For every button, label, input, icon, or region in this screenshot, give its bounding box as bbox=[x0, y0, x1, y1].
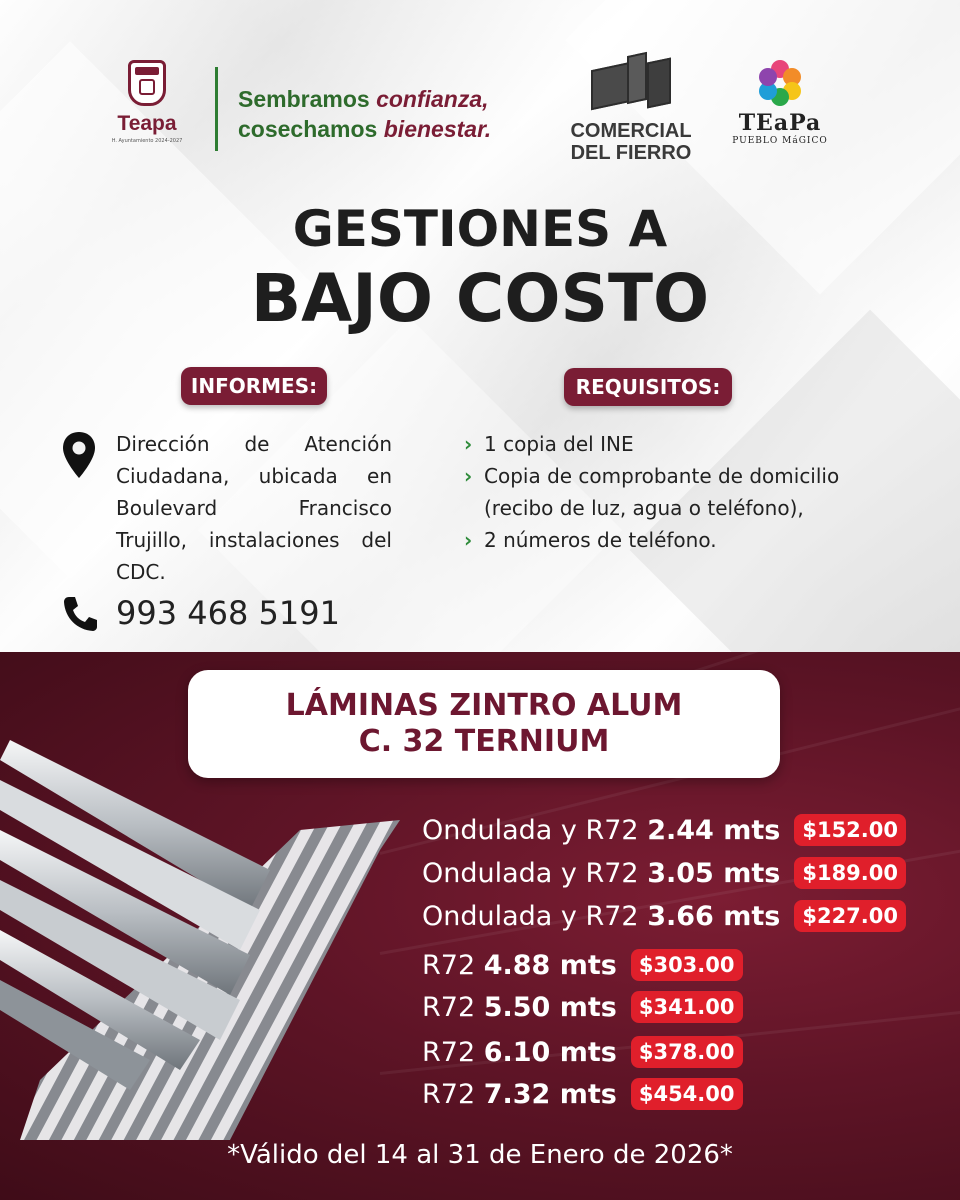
requirement-text: 1 copia del INE bbox=[484, 432, 634, 456]
price-tag: $378.00 bbox=[631, 1036, 743, 1068]
price-tag: $152.00 bbox=[794, 814, 906, 846]
sheet-type: Ondulada y R72 bbox=[422, 814, 648, 846]
informes-label: INFORMES: bbox=[181, 367, 327, 405]
sheet-size: 5.50 mts bbox=[483, 991, 617, 1023]
list-item bbox=[464, 428, 934, 460]
chevron-right-icon: › bbox=[464, 432, 473, 456]
product-title-line1: LÁMINAS ZINTRO ALUM bbox=[285, 688, 683, 723]
price-label bbox=[422, 815, 780, 846]
price-tag: $189.00 bbox=[794, 857, 906, 889]
sheet-type: R72 bbox=[422, 1036, 484, 1068]
title-line2: BAJO COSTO bbox=[250, 260, 710, 337]
validity-note: *Válido del 14 al 31 de Enero de 2026* bbox=[227, 1140, 733, 1170]
price-tag: $454.00 bbox=[631, 1078, 743, 1110]
price-label bbox=[422, 1079, 617, 1110]
sheet-size: 7.32 mts bbox=[483, 1078, 617, 1110]
price-label bbox=[422, 1037, 617, 1068]
price-row bbox=[422, 1078, 743, 1110]
teapa-pueblo-magico-logo bbox=[728, 60, 832, 160]
price-label bbox=[422, 950, 617, 981]
informes-phone: 993 468 5191 bbox=[116, 594, 340, 632]
steel-beams-icon bbox=[589, 54, 673, 112]
slogan-highlight: confianza, bbox=[376, 86, 489, 112]
requirement-text: Copia de comprobante de domicilio bbox=[484, 464, 840, 488]
list-item bbox=[464, 460, 934, 492]
fierro-logo-line2: DEL FIERRO bbox=[570, 142, 692, 164]
sheet-size: 4.88 mts bbox=[483, 949, 617, 981]
sheet-type: R72 bbox=[422, 949, 484, 981]
comercial-del-fierro-logo bbox=[568, 54, 694, 170]
price-row bbox=[422, 1036, 743, 1068]
magico-logo-name: TEaPa bbox=[738, 110, 822, 136]
slogan-highlight: bienestar. bbox=[383, 116, 492, 142]
sheet-type: Ondulada y R72 bbox=[422, 857, 648, 889]
price-label bbox=[422, 992, 617, 1023]
slogan-text: cosechamos bbox=[238, 116, 384, 142]
price-label bbox=[422, 858, 780, 889]
list-item bbox=[464, 524, 934, 556]
teapa-logo-name: Teapa bbox=[117, 112, 177, 135]
price-row bbox=[422, 991, 743, 1023]
flower-icon bbox=[757, 60, 803, 106]
chevron-right-icon: › bbox=[464, 464, 473, 488]
sheet-type: Ondulada y R72 bbox=[422, 900, 648, 932]
teapa-shield-icon bbox=[128, 60, 166, 106]
informes-address: Dirección de Atención Ciudadana, ubicada en Boulevard Francisco Trujillo, instalaciones del CDC. bbox=[116, 432, 392, 584]
price-row bbox=[422, 900, 906, 932]
price-row bbox=[422, 814, 906, 846]
price-row bbox=[422, 857, 906, 889]
sheet-size: 3.05 mts bbox=[647, 857, 781, 889]
sheet-type: R72 bbox=[422, 991, 484, 1023]
sheet-type: R72 bbox=[422, 1078, 484, 1110]
list-item-continuation bbox=[464, 492, 934, 524]
price-tag: $303.00 bbox=[631, 949, 743, 981]
teapa-logo-subtitle: H. Ayuntamiento 2024-2027 bbox=[111, 138, 183, 144]
slogan bbox=[238, 84, 491, 144]
divider bbox=[215, 67, 218, 151]
location-pin-icon bbox=[60, 430, 98, 480]
phone-icon bbox=[60, 594, 100, 634]
magico-logo-subtitle: PUEBLO MáGICO bbox=[732, 136, 828, 146]
product-title-line2: C. 32 TERNIUM bbox=[358, 724, 610, 759]
chevron-right-icon: › bbox=[464, 528, 473, 552]
price-label bbox=[422, 901, 780, 932]
slogan-text: Sembramos bbox=[238, 86, 377, 112]
price-tag: $227.00 bbox=[794, 900, 906, 932]
title-line1: GESTIONES A bbox=[292, 200, 668, 258]
requirement-text: (recibo de luz, agua o teléfono), bbox=[484, 496, 804, 520]
fierro-logo-line1: COMERCIAL bbox=[570, 120, 692, 142]
requisitos-list bbox=[464, 428, 934, 556]
teapa-logo bbox=[104, 60, 190, 160]
requisitos-label: REQUISITOS: bbox=[564, 368, 732, 406]
sheet-size: 3.66 mts bbox=[647, 900, 781, 932]
price-tag: $341.00 bbox=[631, 991, 743, 1023]
price-row bbox=[422, 949, 743, 981]
requirement-text: 2 números de teléfono. bbox=[484, 528, 717, 552]
metal-sheets-image bbox=[0, 740, 420, 1140]
sheet-size: 6.10 mts bbox=[483, 1036, 617, 1068]
sheet-size: 2.44 mts bbox=[647, 814, 781, 846]
